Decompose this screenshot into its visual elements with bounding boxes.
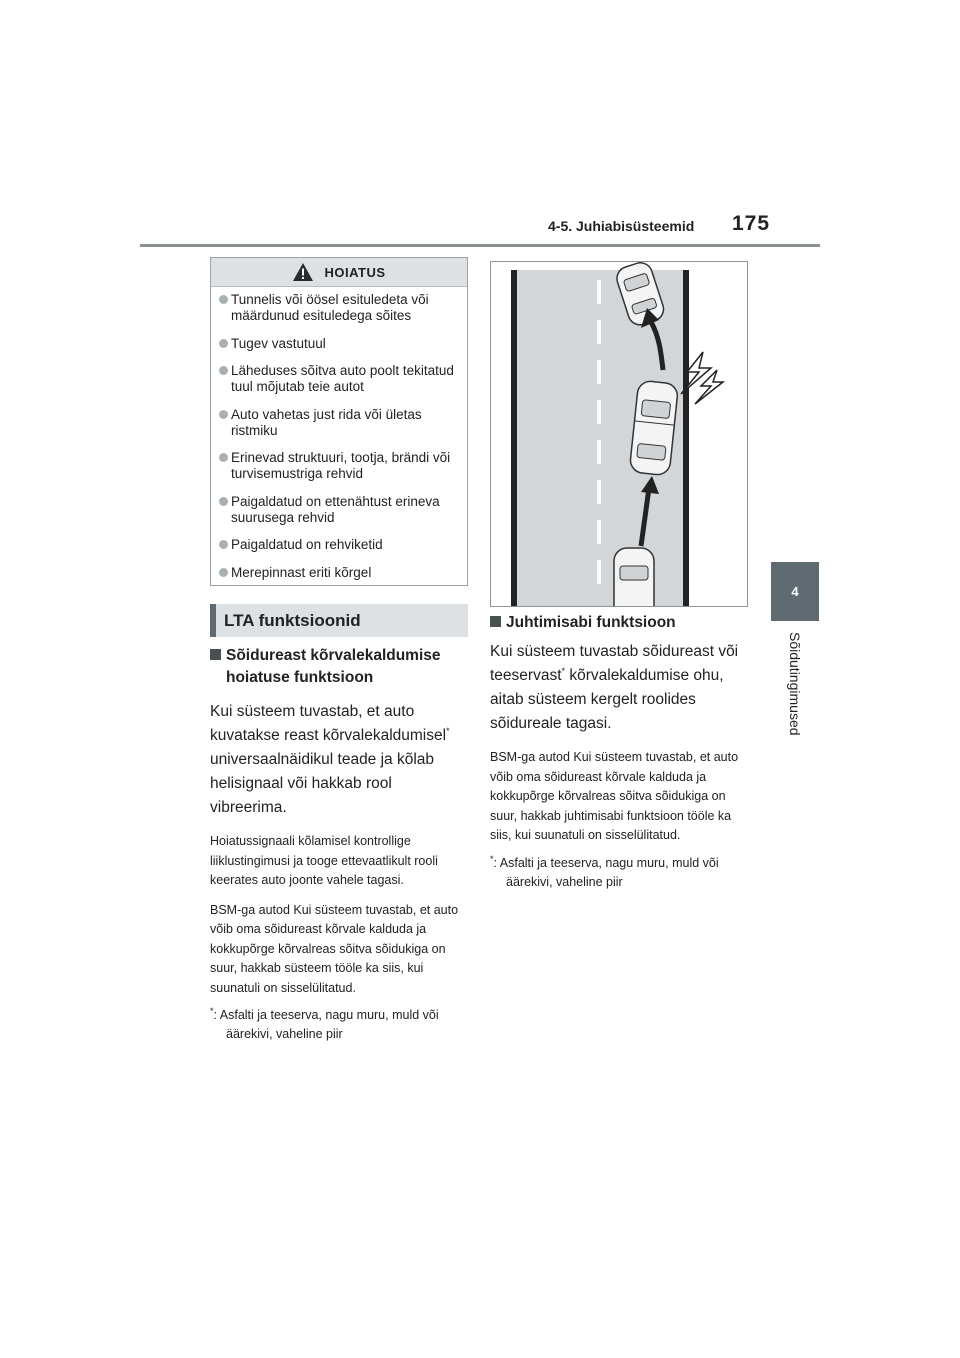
- header-section-title: 4-5. Juhiabisüsteemid: [548, 218, 695, 234]
- chapter-tab: [771, 562, 819, 621]
- chapter-number: 4: [791, 584, 799, 599]
- square-bullet-icon: [210, 649, 221, 660]
- warning-box: [210, 257, 468, 586]
- warning-list: [211, 287, 467, 581]
- left-column: [210, 645, 468, 1044]
- section-title-bar: [210, 604, 468, 637]
- road-diagram: [491, 262, 747, 606]
- bullet-icon: [219, 453, 228, 462]
- bullet-icon: [219, 366, 228, 375]
- warning-item: Auto vahetas just rida või ületas ristmiku: [219, 407, 457, 439]
- bullet-icon: [219, 295, 228, 304]
- section-title: LTA funktsioonid: [224, 611, 361, 630]
- page-number: 175: [732, 212, 771, 235]
- warning-header: [211, 258, 467, 287]
- note-paragraph: BSM-ga autod Kui süsteem tuvastab, et auto võib oma sõidureast kõrvale kalduda ja kokkupõrge kõrvalreas sõitva sõidukiga on suur, hakkab süsteem tööle ka siis, kui suunatuli on sisselülitatud.: [210, 902, 459, 995]
- subsection-heading: Juhtimisabi funktsioon: [490, 612, 752, 634]
- footnote-marker: *: [446, 725, 450, 736]
- warning-item: Merepinnast eriti kõrgel: [219, 565, 457, 581]
- chapter-side-label: Sõidutingimused: [787, 632, 803, 736]
- body-paragraph: Kui süsteem tuvastab sõidureast või teeservast* kõrvalekaldumise ohu, aitab süsteem kergelt roolides sõidureale tagasi.: [490, 643, 739, 732]
- warning-triangle-icon: [292, 262, 314, 282]
- right-column: [490, 612, 752, 892]
- car-behind: [614, 548, 654, 606]
- warning-item: Tunnelis või öösel esituledeta või määrdunud esituledega sõites: [219, 292, 457, 324]
- bullet-icon: [219, 410, 228, 419]
- bullet-icon: [219, 540, 228, 549]
- note-paragraph: BSM-ga autod Kui süsteem tuvastab, et auto võib oma sõidureast kõrvale kalduda ja kokkupõrge kõrvalreas sõitva sõidukiga on suur, hakkab juhtimisabi funktsioon tööle ka siis, kui suunatuli on sisselülitatud.: [490, 750, 739, 842]
- footnote: *: Asfalti ja teeserva, nagu muru, muld või äärekivi, vaheline piir: [490, 853, 719, 889]
- warning-title: HOIATUS: [324, 264, 386, 280]
- square-bullet-icon: [490, 616, 501, 627]
- header-rule: [140, 244, 820, 247]
- lane-illustration: [490, 261, 748, 607]
- warning-item: Tugev vastutuul: [219, 336, 457, 352]
- warning-item: Läheduses sõitva auto poolt tekitatud tuul mõjutab teie autot: [219, 363, 457, 395]
- footnote: *: Asfalti ja teeserva, nagu muru, muld või äärekivi, vaheline piir: [210, 1005, 439, 1041]
- subsection-heading: Sõidureast kõrvalekaldumise hoiatuse funktsioon: [210, 645, 468, 689]
- warning-item: Paigaldatud on rehviketid: [219, 537, 457, 553]
- footnote-marker: *: [561, 665, 566, 676]
- bullet-icon: [219, 339, 228, 348]
- bullet-icon: [219, 497, 228, 506]
- body-paragraph: Kui süsteem tuvastab, et auto kuvatakse reast kõrvalekaldumisel* universaalnäidikul teade ja kõlab helisignaal või hakkab rool vibreerima.: [210, 703, 450, 816]
- warning-item: Erinevad struktuuri, tootja, brändi või turvisemustriga rehvid: [219, 450, 457, 482]
- warning-item: Paigaldatud on ettenähtust erineva suurusega rehvid: [219, 494, 457, 526]
- note-paragraph: Hoiatussignaali kõlamisel kontrollige liiklustingimusi ja tooge ettevaatlikult rooli keerates auto joonte vahele tagasi.: [210, 834, 438, 887]
- ego-car: [629, 380, 678, 476]
- bullet-icon: [219, 568, 228, 577]
